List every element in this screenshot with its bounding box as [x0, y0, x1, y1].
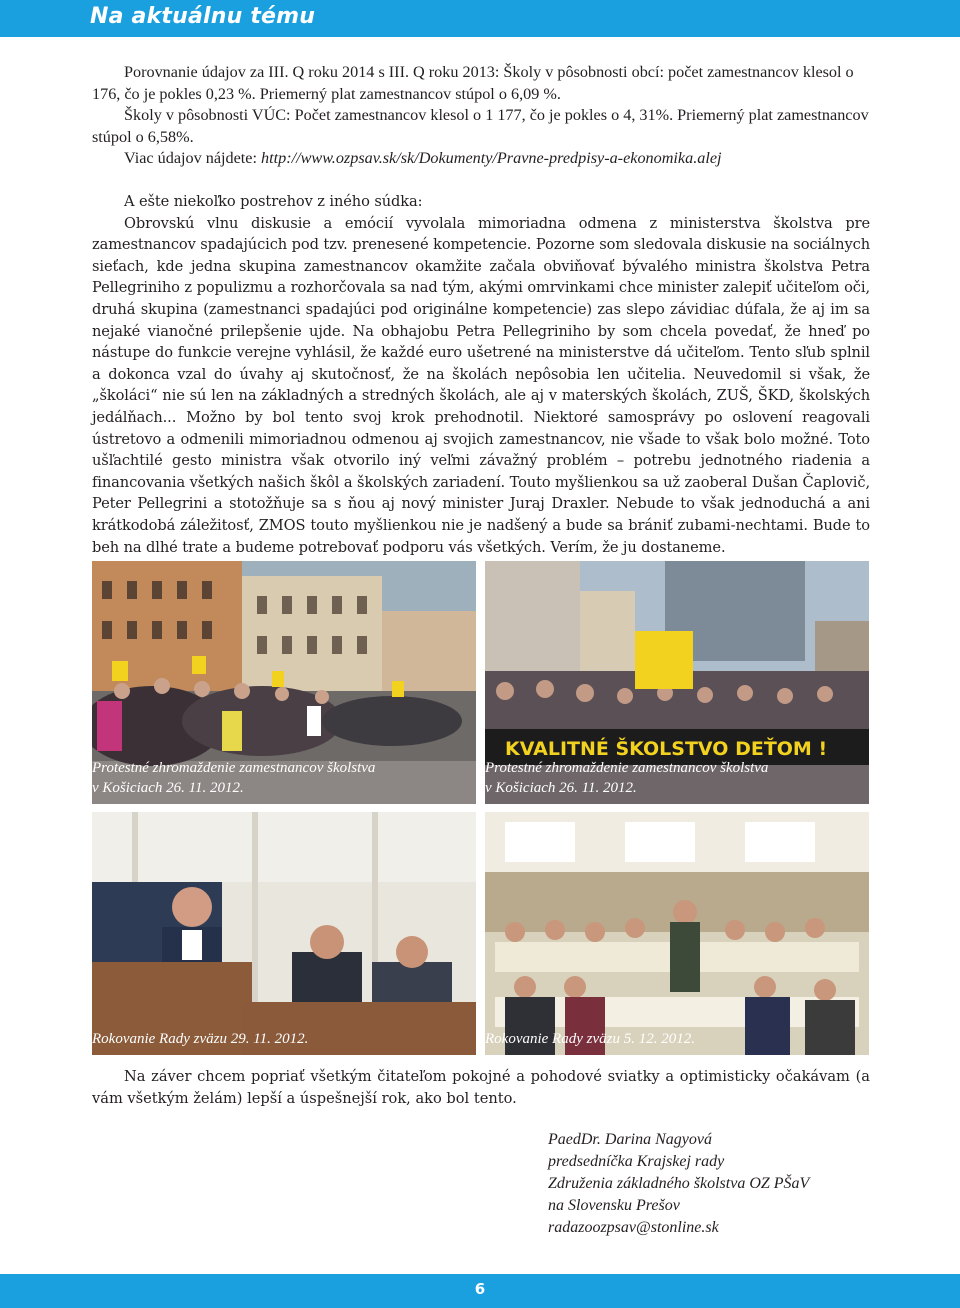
page-number: 6 — [474, 1280, 486, 1298]
photo-meeting-speaker-image — [92, 812, 476, 1055]
section-header-bar — [0, 0, 960, 37]
intro-paragraph-1: Porovnanie údajov za III. Q roku 2014 s III. Q roku 2013: Školy v pôsobnosti obcí: počet zamestnancov klesol o 176, čo je pokles 0,23 %. Priemerný plat zamestnancov stúpol o 6,09 %. — [92, 63, 854, 103]
intro-block — [92, 62, 870, 170]
banner-text: KVALITNÉ ŠKOLSTVO DEŤOM ! — [505, 738, 828, 760]
article-body — [92, 191, 870, 558]
signature-role: predsedníčka Krajskej rady — [548, 1153, 725, 1170]
more-info-label: Viac údajov nájdete: — [124, 149, 262, 167]
intro-paragraph-2: Školy v pôsobnosti VÚC: Počet zamestnancov klesol o 1 177, čo je pokles o 4, 31%. Priemerný plat zamestnancov stúpol o 6,58%. — [92, 106, 869, 146]
section-title: Na aktuálnu tému — [90, 4, 316, 29]
signature-place: na Slovensku Prešov — [548, 1197, 680, 1214]
photo-meeting-room-image — [485, 812, 869, 1055]
photo-meeting-room — [485, 812, 869, 1055]
photo-caption: Protestné zhromaždenie zamestnancov školstva v Košiciach 26. 11. 2012. — [92, 760, 376, 796]
more-info-link[interactable]: http://www.ozpsav.sk/sk/Dokumenty/Pravne-predpisy-a-ekonomika.alej — [261, 149, 722, 167]
closing-paragraph: Na záver chcem popriať všetkým čitateľom pokojné a pohodové sviatky a optimisticky očakávam (a vám všetkým želám) lepší a úspešnejší rok, ako bol tento. — [92, 1068, 870, 1107]
signature-org: Združenia základného školstva OZ PŠaV — [548, 1175, 810, 1192]
closing-block — [92, 1066, 870, 1110]
photo-meeting-speaker — [92, 812, 476, 1055]
photo-caption: Rokovanie Rady zväzu 5. 12. 2012. — [485, 1031, 695, 1047]
article-lead: A ešte niekoľko postrehov z iného súdka: — [124, 193, 423, 210]
article-paragraph: Obrovskú vlnu diskusie a emócií vyvolala mimoriadna odmena z ministerstva školstva pre zamestnancov spadajúcich pod tzv. prenesené kompetencie. Pozorne som sledovala diskusie na sociálnych sieťach, kde jedna skupina zamestnancov okamžite začala obviňovať bývalého ministra školstva Petra Pellegriniho z populizmu a rozhorčovala sa nad tým, akými omrvinkami chce minister zalepiť učiteľom oči, druhá skupina (zamestnanci spadajúci pod originálne kompetencie) zas slepo závidiac dúfala, že aj im sa nejaké vianočné prilepšenie ujde. Na obhajobu Petra Pellegriniho by som chcela povedať, že hneď po nástupe do funkcie verejne vyhlásil, že každé euro ušetrené na ministerstve dá učiteľom. Tento sľub splnil a dokonca vzal do úvahy aj skutočnosť, že na školách nepôsobia len učitelia. Neuvedomil si však, že „školáci“ nie sú len na základných a stredných školách, ale aj v materských školách, ZUŠ, ŠKD, školských jedálňach... Možno by bol tento svoj krok prehodnotil. Niektoré samosprávy po oslovení reagovali ústretovo a odmenili mimoriadnou odmenou aj svojich zamestnancov, nie všade to však bolo možné. Toto ušľachtilé gesto ministra však otvorilo iný veľmi závažný problém – potrebu jednotného riadenia a financovania všetkých našich škôl a školských zariadení. Touto myšlienkou sa už zaoberal Dušan Čaplovič, Peter Pellegrini a stotožňuje sa s ňou aj nový minister Juraj Draxler. Nebude to však jednoduchá a ani krátkodobá záležitosť, ZMOS touto myšlienkou nie je nadšený a bude sa brániť zubami-nechtami. Bude to beh na dlhé trate a budeme potrebovať podporu vás všetkých. Verím, že ju dostaneme. — [92, 214, 870, 556]
intro-paragraph-3 — [92, 148, 870, 170]
photo-protest-street — [92, 561, 476, 804]
photo-caption: Rokovanie Rady zväzu 29. 11. 2012. — [92, 1031, 309, 1047]
signature-name: PaedDr. Darina Nagyová — [548, 1131, 712, 1148]
signature-email[interactable]: radazoozpsav@stonline.sk — [548, 1219, 719, 1236]
footer-bar — [0, 1274, 960, 1308]
photo-protest-banner — [485, 561, 869, 804]
photo-caption: Protestné zhromaždenie zamestnancov školstva v Košiciach 26. 11. 2012. — [485, 760, 769, 796]
signature-block — [548, 1129, 809, 1239]
